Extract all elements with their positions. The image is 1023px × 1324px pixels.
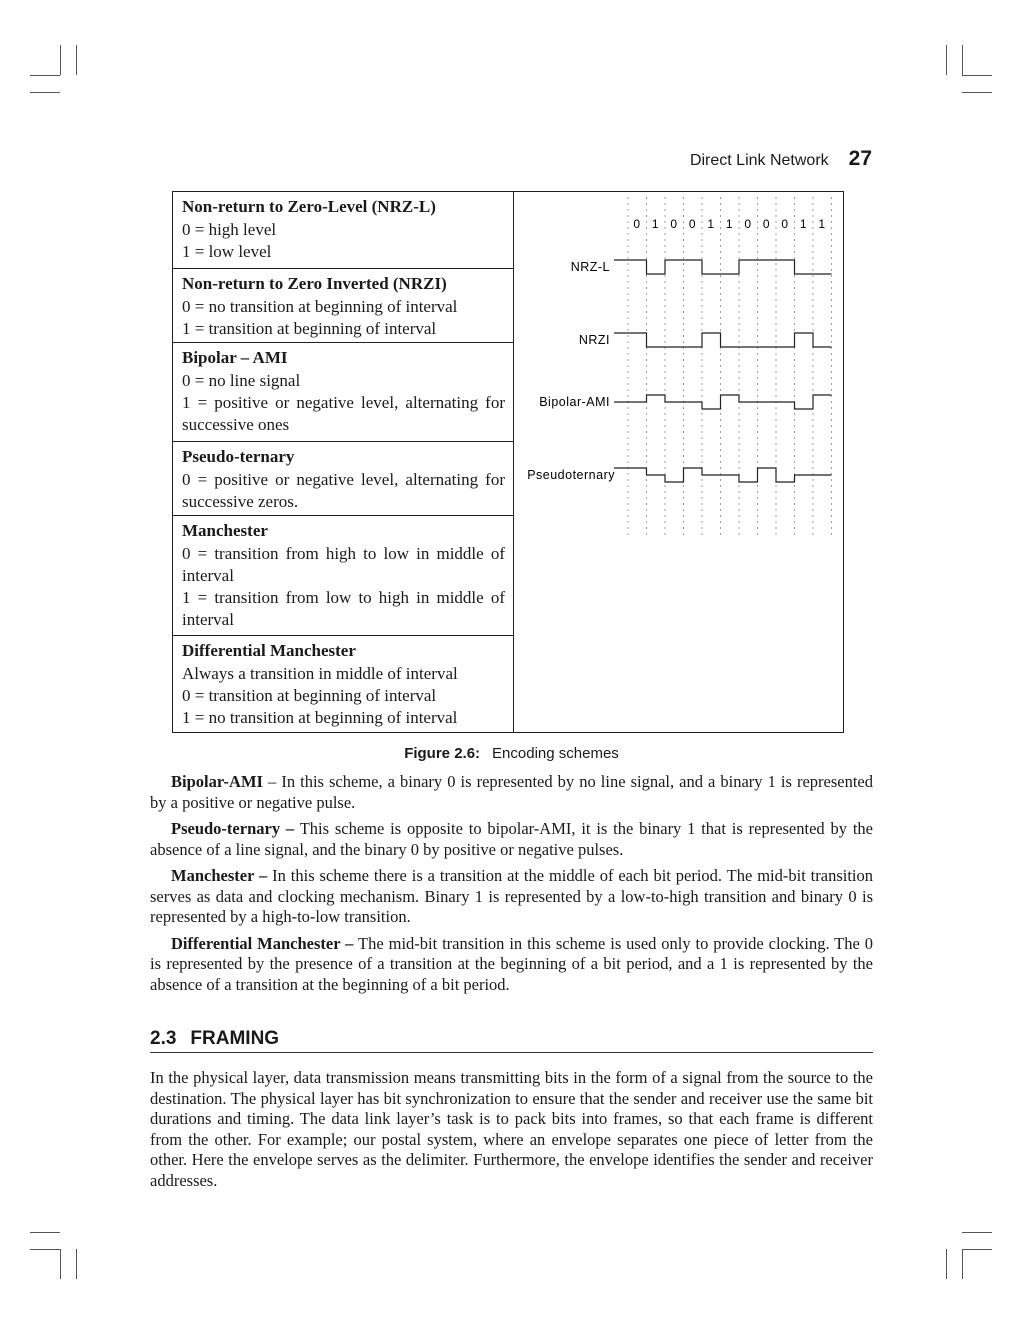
waveform-svg [514,192,843,732]
crop-mark [946,45,947,75]
definition-paragraph: Differential Manchester – The mid-bit transition in this scheme is used only to provide clocking. The 0 is represented by the presence of a transition at the beginning of a bit period, and a 1 is represented by the absence of a transition at the beginning of a bit period. [150,933,873,994]
caption-text: Encoding schemes [492,745,619,762]
crop-mark [60,45,61,75]
section-heading [150,1028,873,1053]
crop-mark [30,92,60,93]
figure-caption [0,745,1023,762]
bit-label: 1 [651,217,660,231]
waveform-diagram [514,192,843,732]
definition-paragraph: Bipolar-AMI – In this scheme, a binary 0 is represented by no line signal, and a binary 1 is represented by a positive or negative pulse. [150,772,873,812]
waveform-line [614,333,832,347]
framing-body [150,1068,873,1191]
crop-mark [30,1249,60,1250]
scheme-rule: 0 = no line signal [182,371,301,390]
bit-label: 0 [744,217,753,231]
crop-mark [962,45,963,75]
section-number: 2.3 [150,1028,177,1049]
scheme-row [173,343,513,442]
crop-mark [60,1249,61,1279]
scheme-title: Non-return to Zero-Level (NRZ-L) [182,197,436,216]
scheme-rule: 0 = high level [182,220,277,239]
bit-label: 1 [818,217,827,231]
scheme-title: Pseudo-ternary [182,447,295,466]
crop-mark [30,75,60,76]
scheme-title: Differential Manchester [182,641,356,660]
waveform-line [614,395,832,409]
scheme-row [173,269,513,343]
definition-term: Bipolar-AMI [171,772,263,791]
crop-mark [76,1249,77,1279]
bit-label: 0 [762,217,771,231]
scheme-title: Non-return to Zero Inverted (NRZI) [182,274,447,293]
scheme-rule: 1 = positive or negative level, alternating for successive ones [182,393,505,434]
scheme-table [173,192,514,732]
scheme-title: Manchester [182,521,268,540]
bit-label: 1 [707,217,716,231]
crop-mark [76,45,77,75]
scheme-rule: 0 = transition from high to low in middle of interval [182,544,505,585]
waveform-line [614,260,832,274]
encoding-figure [172,191,844,733]
running-header [690,147,872,171]
scheme-title: Bipolar – AMI [182,348,288,367]
waveform-label: Bipolar-AMI [539,395,610,409]
crop-mark [962,75,992,76]
scheme-rule: 0 = positive or negative level, alternating for successive zeros. [182,470,505,511]
bit-label: 0 [688,217,697,231]
caption-label: Figure 2.6: [404,745,481,762]
section-title: FRAMING [190,1028,280,1049]
bit-label: 0 [670,217,679,231]
definition-term: Manchester – [171,866,268,885]
waveform-label: NRZ-L [570,260,610,274]
scheme-row [173,192,513,269]
definition-paragraph: Pseudo-ternary – This scheme is opposite to bipolar-AMI, it is the binary 1 that is represented by the absence of a line signal, and the binary 0 by positive or negative pulses. [150,819,873,859]
crop-mark [962,1249,963,1279]
waveform-label: NRZI [578,333,610,347]
crop-mark [30,1232,60,1233]
framing-paragraph: In the physical layer, data transmission means transmitting bits in the form of a signal from the source to the destination. The physical layer has bit synchronization to ensure that the sender and receiver use the same bit durations and timing. The data link layer’s task is to pack bits into frames, so that each frame is different from the other. For example; our postal system, where an envelope separates one piece of letter from the other. Here the envelope serves as the delimiter. Furthermore, the envelope identifies the sender and receiver addresses. [150,1068,873,1190]
bit-label: 0 [781,217,790,231]
scheme-row [173,516,513,636]
crop-mark [962,1232,992,1233]
bit-label: 0 [633,217,642,231]
scheme-row [173,442,513,516]
scheme-row [173,636,513,734]
scheme-rule: 0 = transition at beginning of interval [182,686,437,705]
definition-term: Pseudo-ternary – [171,819,295,838]
scheme-rule: 1 = low level [182,242,272,261]
scheme-rule: 1 = no transition at beginning of interval [182,708,458,727]
scheme-rule: 1 = transition at beginning of interval [182,319,437,338]
scheme-rule: 0 = no transition at beginning of interval [182,297,458,316]
scheme-rule: 1 = transition from low to high in middle of interval [182,588,505,629]
scheme-rule: Always a transition in middle of interval [182,664,458,683]
page-number: 27 [848,147,872,170]
bit-label: 1 [725,217,734,231]
running-title: Direct Link Network [689,152,829,169]
body-text [150,772,873,1001]
waveform-label: Pseudoternary [527,468,615,482]
crop-mark [962,1249,992,1250]
definition-paragraph: Manchester – In this scheme there is a transition at the middle of each bit period. The mid-bit transition serves as data and clocking mechanism. Binary 1 is represented by a low-to-high transition and binary 0 is represented by a high-to-low transition. [150,866,873,926]
bit-label: 1 [799,217,808,231]
definition-term: Differential Manchester – [171,933,354,953]
crop-mark [962,92,992,93]
crop-mark [946,1249,947,1279]
